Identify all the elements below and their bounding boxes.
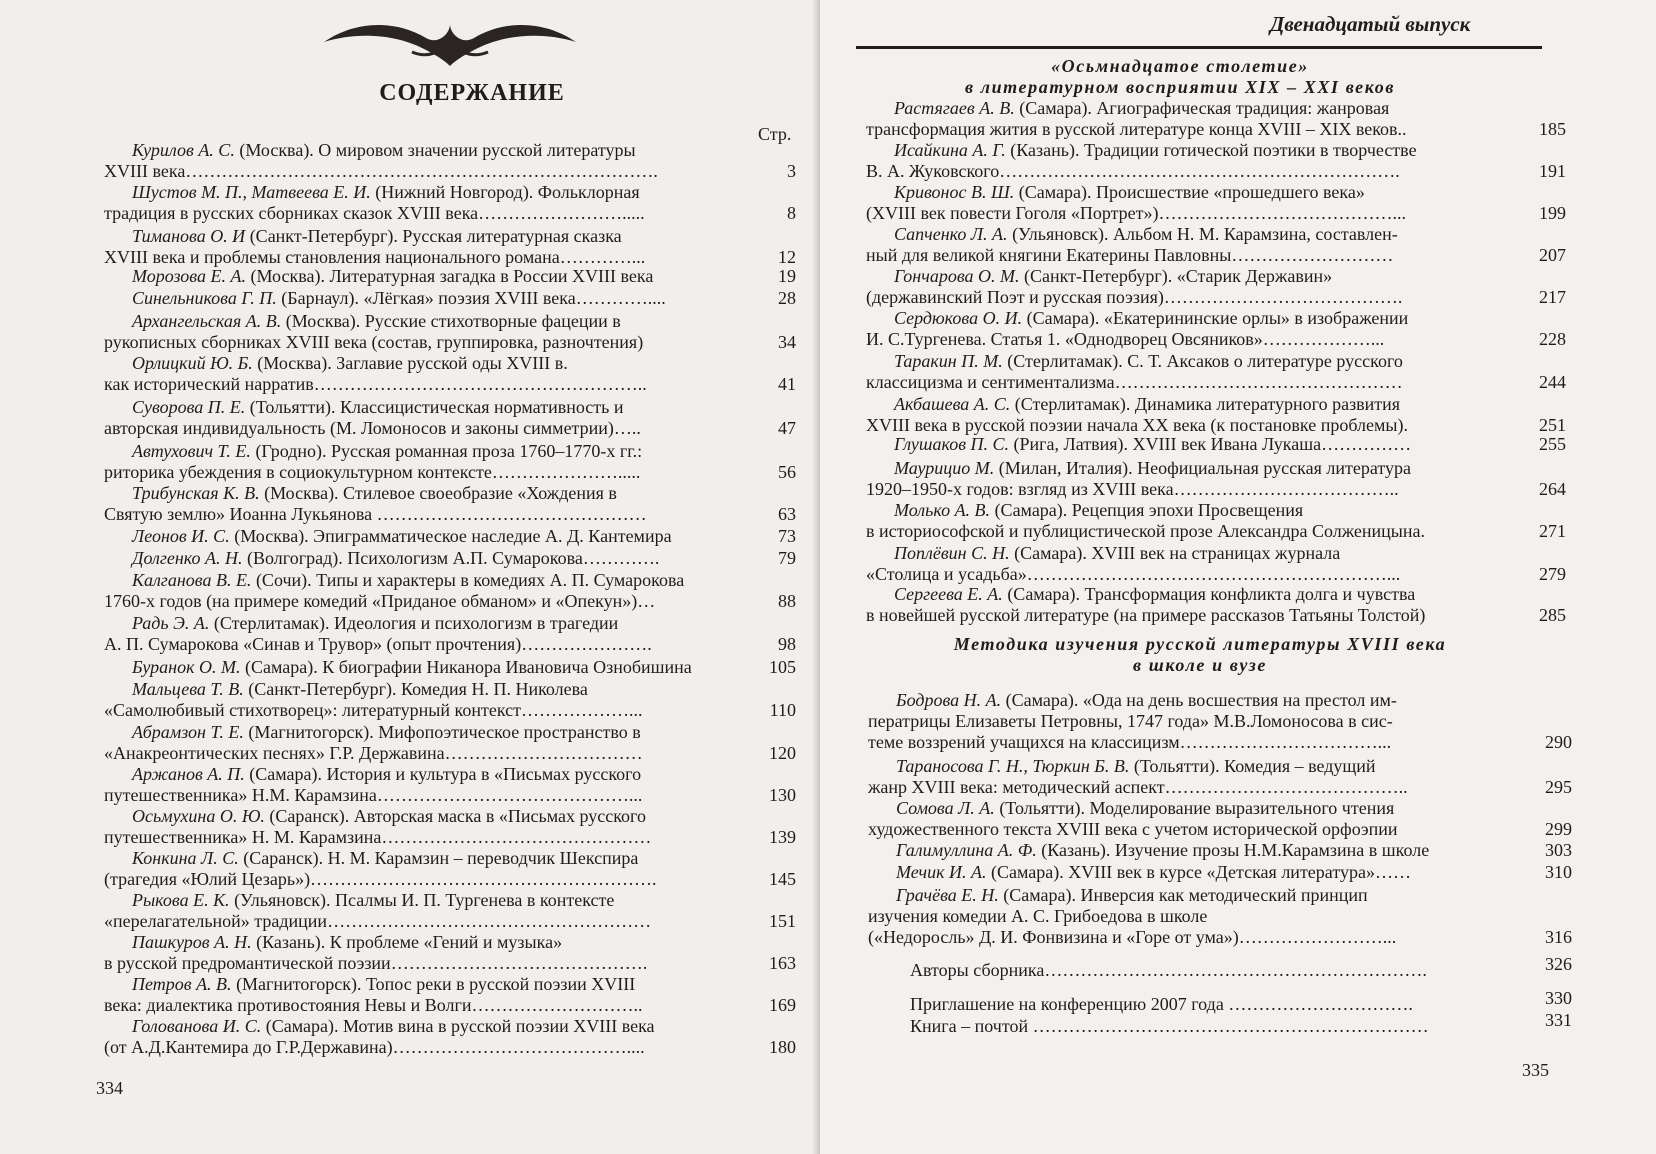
toc-entry-text: (Самара). Агиографическая традиция: жанровая — [1014, 98, 1390, 118]
toc-entry-line: в русской предромантической поэзии……………………………………. — [104, 953, 648, 973]
toc-entry-author: Тиманова О. И — [132, 226, 246, 246]
toc-entry-line: («Недоросль» Д. И. Фонвизина и «Горе от ума»)……………………... — [868, 927, 1397, 947]
toc-entry-line — [868, 756, 1514, 777]
toc-entry-other: Приглашение на конференцию 2007 года …………………………. — [910, 994, 1413, 1014]
toc-entry-text: (Самара). XVIII век в курсе «Детская литература»…… — [986, 862, 1411, 882]
toc-entry-author: Молько А. В. — [894, 500, 991, 520]
toc-entry-line — [868, 690, 1514, 711]
toc-entry-line — [866, 434, 1512, 455]
toc-entry — [104, 226, 744, 268]
toc-entry-line: авторская индивидуальность (М. Ломоносов и законы симметрии)….. — [104, 418, 641, 438]
toc-entry — [866, 584, 1512, 626]
toc-entry-line — [104, 288, 744, 309]
toc-entry — [866, 543, 1512, 585]
section-title-2-line-2: в школе и вузе — [1133, 655, 1267, 675]
toc-entry-page: 185 — [1539, 119, 1566, 139]
toc-entry-line: И. С.Тургенева. Статья 1. «Однодворец Овсяников»………………... — [866, 329, 1385, 349]
toc-entry-page: 330 — [1545, 988, 1572, 1008]
toc-entry-line — [104, 764, 744, 785]
toc-entry-line — [866, 351, 1512, 372]
toc-entry — [104, 613, 744, 655]
toc-entry-page: 28 — [778, 288, 796, 308]
toc-entry-author: Исайкина А. Г. — [894, 140, 1006, 160]
toc-entry-page: 63 — [778, 504, 796, 524]
toc-entry-page: 169 — [769, 995, 796, 1015]
toc-entry-line: путешественника» Н.М. Карамзина……………………………………... — [104, 785, 643, 805]
toc-entry-line: классицизма и сентиментализма………………………………………… — [866, 372, 1403, 392]
toc-entry-line: А. П. Сумарокова «Синав и Трувор» (опыт прочтения)…………………. — [104, 634, 652, 654]
toc-entry-line — [866, 308, 1512, 329]
toc-entry-author: Трибунская К. В. — [132, 483, 260, 503]
toc-entry-line — [104, 848, 744, 869]
toc-entry — [868, 862, 1514, 883]
toc-entry-page: 19 — [778, 266, 796, 286]
toc-entry — [866, 98, 1512, 140]
toc-entry-line: теме воззрений учащихся на классицизм……………………………... — [868, 732, 1392, 752]
toc-entry-text: (Сочи). Типы и характеры в комедиях А. П. Сумарокова — [251, 570, 685, 590]
page-number-right: 335 — [1522, 1060, 1549, 1080]
toc-entry-author: Рыкова Е. К. — [132, 890, 230, 910]
toc-entry-text: (Санкт-Петербург). Комедия Н. П. Николева — [243, 679, 588, 699]
toc-entry-line: Святую землю» Иоанна Лукьянова ……………………………………… — [104, 504, 647, 524]
toc-entry-author: Абрамзон Т. Е. — [132, 722, 244, 742]
toc-entry-page: 191 — [1539, 161, 1566, 181]
toc-entry-line: XVIII века и проблемы становления национального романа…………... — [104, 247, 646, 267]
toc-entry-line: века: диалектика противостояния Невы и Волги……………………….. — [104, 995, 643, 1015]
toc-entry-page: 251 — [1539, 415, 1566, 435]
toc-entry-text: (Санкт-Петербург). Русская литературная сказка — [245, 226, 622, 246]
toc-entry-author: Радь Э. А. — [132, 613, 210, 633]
toc-entry — [866, 458, 1512, 500]
toc-entry-line: ператрицы Елизаветы Петровны, 1747 года» М.В.Ломоносова в сис- — [868, 711, 1393, 731]
page-column-label: Стр. — [758, 124, 792, 144]
toc-entry-other: Книга – почтой ………………………………………………………… — [910, 1016, 1429, 1036]
toc-entry-other: Авторы сборника………………………………………………………. — [910, 960, 1427, 980]
toc-entry — [104, 397, 744, 439]
toc-entry-author: Кривонос В. Ш. — [894, 182, 1015, 202]
toc-entry-page: 41 — [778, 374, 796, 394]
toc-entry-line: рукописных сборниках XVIII века (состав, группировка, разночтения) — [104, 332, 644, 352]
toc-entry-line: (трагедия «Юлий Цезарь»)…………………………………………………. — [104, 869, 657, 889]
toc-entry-text: (Стерлитамак). Динамика литературного развития — [1010, 394, 1401, 414]
toc-entry-author: Конкина Л. С. — [132, 848, 239, 868]
toc-entry-author: Грачёва Е. Н. — [896, 885, 999, 905]
toc-entry-author: Буранок О. М. — [132, 657, 241, 677]
toc-entry-line: XVIII века……………………………………………………………………. — [104, 161, 658, 181]
toc-entry-line: «Столица и усадьба»……………………………………………………... — [866, 564, 1401, 584]
toc-entry — [104, 353, 744, 395]
toc-entry-page: 244 — [1539, 372, 1566, 392]
toc-entry-line: жанр XVIII века: методический аспект………………………………….. — [868, 777, 1408, 797]
toc-entry-author: Суворова П. Е. — [132, 397, 246, 417]
toc-entry-text: (Ульяновск). Псалмы И. П. Тургенева в контексте — [229, 890, 615, 910]
toc-entry-line — [866, 224, 1512, 245]
toc-entry-line — [866, 394, 1512, 415]
toc-entry — [866, 434, 1512, 455]
toc-entry — [104, 526, 744, 547]
toc-entry-text: (Тольятти). Классицистическая нормативность и — [245, 397, 624, 417]
toc-entry-text: (Самара). «Екатерининские орлы» в изображении — [1022, 308, 1409, 328]
toc-entry-line — [104, 182, 744, 203]
toc-entry-line — [104, 657, 744, 678]
toc-entry-line: «Самолюбивый стихотворец»: литературный контекст………………... — [104, 700, 643, 720]
toc-entry-text: (Самара). История и культура в «Письмах русского — [244, 764, 642, 784]
toc-entry-page: 310 — [1545, 862, 1572, 882]
toc-entry — [868, 798, 1514, 840]
ornament-flourish — [316, 14, 584, 70]
toc-entry-line — [104, 140, 744, 161]
toc-entry — [866, 308, 1512, 350]
toc-entry-text: (Стерлитамак). Идеология и психологизм в трагедии — [209, 613, 619, 633]
toc-entry-page: 326 — [1545, 954, 1572, 974]
toc-entry-author: Гончарова О. М. — [894, 266, 1020, 286]
toc-entry-text: (Казань). Изучение прозы Н.М.Карамзина в школе — [1036, 840, 1430, 860]
toc-entry — [868, 885, 1514, 948]
page-title: СОДЕРЖАНИЕ — [379, 80, 565, 106]
toc-entry-text: (Нижний Новгород). Фольклорная — [370, 182, 640, 202]
toc-entry-line — [866, 543, 1512, 564]
toc-entry-line — [104, 974, 744, 995]
toc-entry-author: Осьмухина О. Ю. — [132, 806, 265, 826]
toc-entry-page: 228 — [1539, 329, 1566, 349]
toc-entry-text: (Москва). Заглавие русской оды XVIII в. — [252, 353, 568, 373]
toc-entry-page: 12 — [778, 247, 796, 267]
toc-entry-line — [104, 311, 744, 332]
toc-entry-text: (Волгоград). Психологизм А.П. Сумарокова…………. — [242, 548, 660, 568]
toc-entry-line — [104, 441, 744, 462]
toc-entry-text: (Магнитогорск). Топос реки в русской поэзии XVIII — [231, 974, 636, 994]
toc-entry-page: 207 — [1539, 245, 1566, 265]
toc-entry-text: (Тольятти). Моделирование выразительного чтения — [994, 798, 1395, 818]
toc-entry-line — [104, 1016, 744, 1037]
toc-entry-page: 295 — [1545, 777, 1572, 797]
toc-entry-line — [866, 266, 1512, 287]
toc-entry — [866, 182, 1512, 224]
toc-entry-line: путешественника» Н. М. Карамзина……………………………………… — [104, 827, 652, 847]
toc-entry-author: Тараносова Г. Н., Тюркин Б. В. — [896, 756, 1130, 776]
toc-entry-line — [104, 397, 744, 418]
toc-entry — [104, 140, 744, 182]
toc-entry-author: Галимуллина А. Ф. — [896, 840, 1037, 860]
toc-entry-page: 3 — [787, 161, 796, 181]
toc-entry-page: 217 — [1539, 287, 1566, 307]
toc-entry-line: как исторический нарратив……………………………………………….. — [104, 374, 647, 394]
section-title-1-line-1: «Осьмнадцатое столетие» — [1051, 56, 1309, 76]
toc-entry-page: 151 — [769, 911, 796, 931]
toc-entry-line: ный для великой княгини Екатерины Павловны……………………… — [866, 245, 1394, 265]
toc-entry-line — [104, 932, 744, 953]
toc-entry-page: 139 — [769, 827, 796, 847]
toc-entry — [104, 1016, 744, 1058]
toc-entry-author: Сапченко Л. А. — [894, 224, 1008, 244]
toc-entry-page: 56 — [778, 462, 796, 482]
toc-entry-author: Мечик И. А. — [896, 862, 987, 882]
toc-entry-line: художественного текста XVIII века с учетом исторической орфоэпии — [868, 819, 1398, 839]
toc-entry-page: 199 — [1539, 203, 1566, 223]
toc-entry — [866, 351, 1512, 393]
toc-entry-author: Голованова И. С. — [132, 1016, 262, 1036]
toc-entry-page: 163 — [769, 953, 796, 973]
toc-entry-text: (Москва). Эпиграмматическое наследие А. Д. Кантемира — [229, 526, 672, 546]
toc-entry-text: (Казань). Традиции готической поэтики в творчестве — [1005, 140, 1417, 160]
toc-entry-line — [104, 679, 744, 700]
toc-entry-line: изучения комедии А. С. Грибоедова в школе — [868, 906, 1208, 926]
toc-entry-text: (Гродно). Русская романная проза 1760–1770-х гг.: — [250, 441, 643, 461]
toc-entry-text: (Самара). Инверсия как методический принцип — [998, 885, 1368, 905]
running-head: Двенадцатый выпуск — [1270, 12, 1471, 36]
toc-entry-page: 79 — [778, 548, 796, 568]
toc-entry-author: Глушаков П. С. — [894, 434, 1010, 454]
toc-entry-text: (Москва). Русские стихотворные фацеции в — [281, 311, 621, 331]
toc-entry-author: Бодрова Н. А. — [896, 690, 1002, 710]
toc-entry — [866, 394, 1512, 436]
toc-entry — [866, 266, 1512, 308]
toc-entry-text: (Самара). Трансформация конфликта долга и чувства — [1002, 584, 1416, 604]
toc-entry — [104, 570, 744, 612]
toc-entry-line: трансформация жития в русской литературе конца XVIII – XIX веков.. — [866, 119, 1407, 139]
toc-entry-text: (Самара). XVIII век на страницах журнала — [1009, 543, 1341, 563]
toc-entry — [104, 441, 744, 483]
toc-entry-text: (Ульяновск). Альбом Н. М. Карамзина, составлен- — [1007, 224, 1398, 244]
toc-entry-author: Растягаев А. В. — [894, 98, 1015, 118]
toc-entry-page: 73 — [778, 526, 796, 546]
toc-entry-line: XVIII века в русской поэзии начала XX века (к постановке проблемы). — [866, 415, 1408, 435]
toc-entry — [104, 722, 744, 764]
toc-entry-author: Таракин П. М. — [894, 351, 1003, 371]
toc-entry-page: 34 — [778, 332, 796, 352]
toc-entry-page: 290 — [1545, 732, 1572, 752]
toc-entry-line — [104, 526, 744, 547]
toc-entry-line — [866, 140, 1512, 161]
toc-entry-line — [866, 500, 1512, 521]
toc-entry-page: 88 — [778, 591, 796, 611]
header-rule — [856, 46, 1542, 49]
toc-entry — [104, 548, 744, 569]
toc-entry-line: в новейшей русской литературе (на примере рассказов Татьяны Толстой) — [866, 605, 1426, 625]
toc-entry-line — [104, 806, 744, 827]
toc-entry-text: (Стерлитамак). С. Т. Аксаков о литературе русского — [1002, 351, 1403, 371]
toc-entry-page: 279 — [1539, 564, 1566, 584]
toc-entry-author: Морозова Е. А. — [132, 266, 246, 286]
toc-entry-line — [104, 722, 744, 743]
toc-entry-page: 316 — [1545, 927, 1572, 947]
toc-entry-author: Петров А. В. — [132, 974, 232, 994]
toc-entry-author: Долгенко А. Н. — [132, 548, 243, 568]
toc-entry-page: 303 — [1545, 840, 1572, 860]
toc-entry-author: Мальцева Т. В. — [132, 679, 244, 699]
toc-entry — [104, 311, 744, 353]
toc-entry-text: (Санкт-Петербург). «Старик Державин» — [1019, 266, 1333, 286]
toc-entry-text: (Москва). Литературная загадка в России XVIII века — [245, 266, 654, 286]
toc-entry-text: (Самара). «Ода на день восшествия на престол им- — [1001, 690, 1397, 710]
toc-entry-text: (Самара). Происшествие «прошедшего века» — [1014, 182, 1365, 202]
toc-entry-line — [866, 458, 1512, 479]
toc-entry — [104, 764, 744, 806]
toc-entry — [104, 657, 744, 678]
toc-entry — [104, 932, 744, 974]
toc-entry-page: 105 — [769, 657, 796, 677]
toc-entry — [104, 974, 744, 1016]
toc-entry-line — [866, 584, 1512, 605]
toc-entry-page: 98 — [778, 634, 796, 654]
toc-entry — [866, 500, 1512, 542]
toc-entry-line — [104, 890, 744, 911]
toc-entry-author: Калганова В. Е. — [132, 570, 252, 590]
toc-entry-line — [104, 570, 744, 591]
toc-entry-page: 8 — [787, 203, 796, 223]
toc-entry-page: 120 — [769, 743, 796, 763]
toc-entry-line — [104, 266, 744, 287]
section-title-1-line-2: в литературном восприятии XIX – XXI веков — [964, 77, 1396, 97]
toc-entry-line: В. А. Жуковского…………………………………………………………. — [866, 161, 1400, 181]
toc-entry-line: риторика убеждения в социокультурном контексте…………………..... — [104, 462, 641, 482]
left-page — [0, 0, 820, 1154]
section-title-1 — [870, 56, 1490, 98]
toc-entry-line — [104, 548, 744, 569]
toc-entry — [104, 806, 744, 848]
toc-entry-page: 255 — [1539, 434, 1566, 454]
toc-entry-text: (Москва). О мировом значении русской литературы — [234, 140, 636, 160]
toc-entry-text: (Саранск). Авторская маска в «Письмах русского — [264, 806, 646, 826]
toc-entry-author: Автухович Т. Е. — [132, 441, 251, 461]
toc-entry — [104, 890, 744, 932]
toc-entry — [868, 756, 1514, 798]
toc-entry-page: 130 — [769, 785, 796, 805]
toc-entry-page: 264 — [1539, 479, 1566, 499]
toc-entry-line: «перелагательной» традиции……………………………………………… — [104, 911, 652, 931]
toc-entry-text: (Рига, Латвия). XVIII век Ивана Лукаша…………… — [1009, 434, 1412, 454]
toc-entry-text: (Самара). Рецепция эпохи Просвещения — [990, 500, 1304, 520]
toc-entry-text: (Казань). К проблеме «Гений и музыка» — [251, 932, 563, 952]
toc-entry-author: Шустов М. П., Матвеева Е. И. — [132, 182, 371, 202]
toc-entry-text: (Саранск). Н. М. Карамзин – переводчик Шекспира — [238, 848, 639, 868]
toc-entry-author: Сердюкова О. И. — [894, 308, 1023, 328]
toc-entry-page: 47 — [778, 418, 796, 438]
toc-entry — [866, 224, 1512, 266]
toc-entry — [866, 140, 1512, 182]
toc-entry-page: 271 — [1539, 521, 1566, 541]
toc-entry-author: Акбашева А. С. — [894, 394, 1011, 414]
toc-entry-text: (Барнаул). «Лёгкая» поэзия XVIII века………….... — [276, 288, 666, 308]
toc-entry-page: 331 — [1545, 1010, 1572, 1030]
toc-entry-author: Пашкуров А. Н. — [132, 932, 252, 952]
section-title-2-line-1: Методика изучения русской литературы XVIII века — [953, 634, 1447, 654]
toc-entry — [104, 483, 744, 525]
toc-entry-line — [868, 885, 1514, 906]
toc-entry-author: Поплёвин С. Н. — [894, 543, 1010, 563]
toc-entry-line — [868, 840, 1514, 861]
toc-entry — [868, 690, 1514, 753]
toc-entry-line: 1920–1950-х годов: взгляд из XVIII века……………………………….. — [866, 479, 1399, 499]
section-title-2 — [880, 634, 1520, 676]
toc-entry-line: 1760-х годов (на примере комедий «Приданое обманом» и «Опекун»)… — [104, 591, 656, 611]
toc-entry-text: (Магнитогорск). Мифопоэтическое пространство в — [243, 722, 641, 742]
toc-entry-line: в историософской и публицистической прозе Александра Солженицына. — [866, 521, 1426, 541]
toc-entry-author: Сомова Л. А. — [896, 798, 995, 818]
toc-entry-line — [868, 862, 1514, 883]
toc-entry-author: Синельникова Г. П. — [132, 288, 277, 308]
toc-entry-author: Архангельская А. В. — [132, 311, 282, 331]
toc-entry-author: Леонов И. С. — [132, 526, 230, 546]
toc-entry-line — [866, 182, 1512, 203]
toc-entry-line — [868, 798, 1514, 819]
toc-entry-text: (Москва). Стилевое своеобразие «Хождения в — [259, 483, 617, 503]
toc-entry-line: (державинский Поэт и русская поэзия)…………………………………. — [866, 287, 1403, 307]
toc-entry-line — [866, 98, 1512, 119]
toc-entry — [104, 679, 744, 721]
toc-entry-line: «Анакреонтических песнях» Г.Р. Державина…………………………… — [104, 743, 643, 763]
toc-entry-page: 180 — [769, 1037, 796, 1057]
toc-entry — [104, 266, 744, 287]
toc-entry-page: 110 — [769, 700, 796, 720]
toc-entry — [868, 840, 1514, 861]
toc-entry-text: (Тольятти). Комедия – ведущий — [1129, 756, 1376, 776]
toc-entry — [104, 182, 744, 224]
toc-entry-author: Маурицио М. — [894, 458, 995, 478]
toc-entry-page: 145 — [769, 869, 796, 889]
toc-entry-text: (Самара). Мотив вина в русской поэзии XVIII века — [261, 1016, 655, 1036]
toc-entry-text: (Самара). К биографии Никанора Ивановича Ознобишина — [240, 657, 692, 677]
page-number-left: 334 — [96, 1078, 123, 1098]
toc-entry-line — [104, 353, 744, 374]
toc-entry-page: 299 — [1545, 819, 1572, 839]
toc-entry-line: (от А.Д.Кантемира до Г.Р.Державина)………………………………….... — [104, 1037, 645, 1057]
toc-entry — [104, 848, 744, 890]
toc-entry-author: Аржанов А. П. — [132, 764, 245, 784]
toc-entry-line — [104, 226, 744, 247]
toc-entry-text: (Милан, Италия). Неофициальная русская литература — [994, 458, 1411, 478]
toc-entry-author: Курилов А. С. — [132, 140, 235, 160]
toc-entry-page: 285 — [1539, 605, 1566, 625]
toc-entry-author: Орлицкий Ю. Б. — [132, 353, 253, 373]
toc-entry-line — [104, 483, 744, 504]
toc-entry-author: Сергеева Е. А. — [894, 584, 1003, 604]
toc-entry-line — [104, 613, 744, 634]
toc-entry-line: традиция в русских сборниках сказок XVIII века……………………..... — [104, 203, 645, 223]
toc-entry — [104, 288, 744, 309]
toc-entry-line: (XVIII век повести Гоголя «Портрет»)…………………………………... — [866, 203, 1407, 223]
